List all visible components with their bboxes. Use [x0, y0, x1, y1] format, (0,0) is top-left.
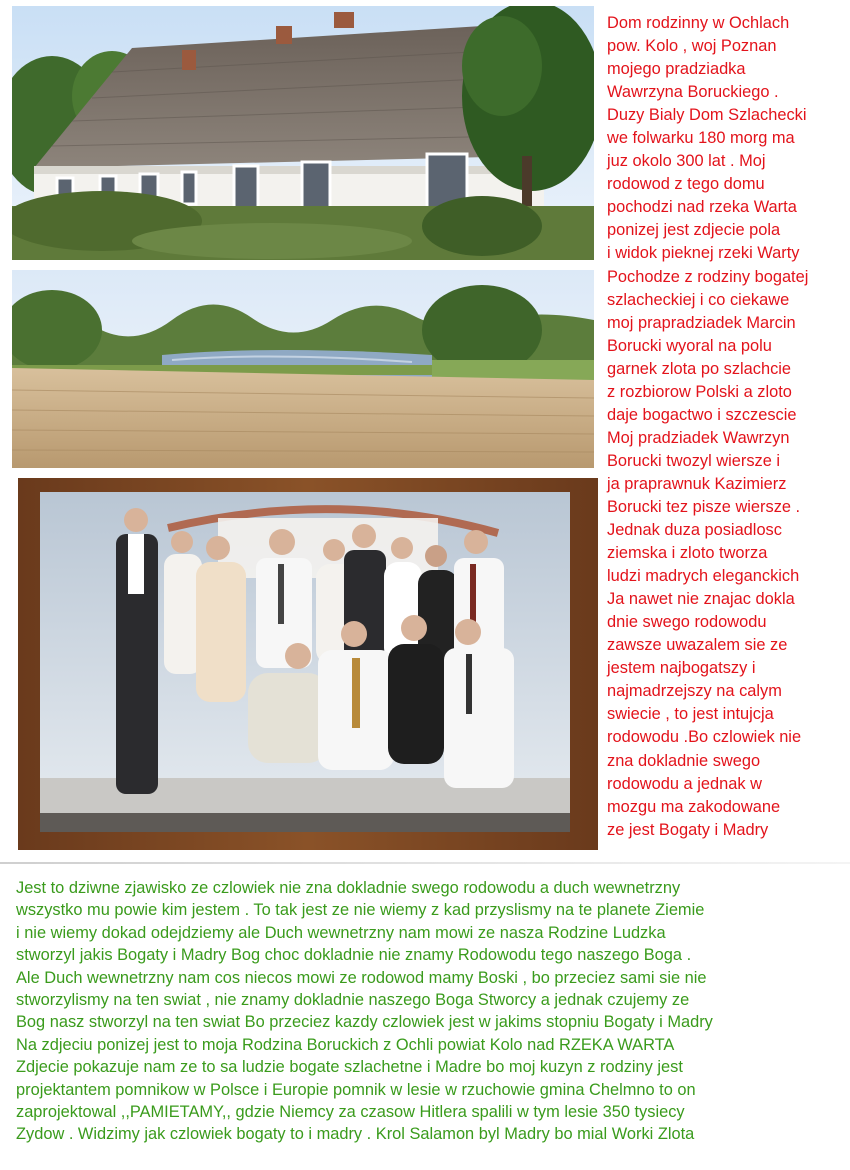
red-text-line: pow. Kolo , woj Poznan: [607, 37, 777, 56]
red-text-line: mojego pradziadka: [607, 60, 746, 79]
green-text-line: Jest to dziwne zjawisko ze czlowiek nie zna dokladnie swego rodowodu a duch wewnetrzny: [16, 879, 681, 897]
photo-river-warta: [12, 270, 594, 468]
green-text-line: Zydow . Widzimy jak czlowiek bogaty to i madry . Krol Salamon byl Madry bo mial Worki Zlota: [16, 1125, 695, 1144]
red-text-line: juz okolo 300 lat . Moj: [607, 152, 766, 171]
red-text-line: ziemska i zloto tworza: [607, 544, 768, 563]
red-text-line: Duzy Bialy Dom Szlachecki: [607, 106, 807, 125]
red-text-line: rodowodu a jednak w: [607, 774, 762, 793]
red-text-line: zawsze uwazalem sie ze: [607, 636, 788, 655]
red-text-line: Pochodze z rodziny bogatej: [607, 267, 809, 286]
green-text-line: Na zdjeciu ponizej jest to moja Rodzina Boruckich z Ochli powiat Kolo nad RZEKA WARTA: [16, 1035, 675, 1054]
green-text-line: Zdjecie pokazuje nam ze to sa ludzie bogate szlachetne i Madre bo moj kuzyn z rodziny jest: [16, 1058, 683, 1077]
red-text-line: daje bogactwo i szczescie: [607, 405, 797, 424]
red-text-line: z rozbiorow Polski a zloto: [607, 382, 792, 401]
green-text-block: [16, 877, 850, 1146]
red-text-line: pochodzi nad rzeka Warta: [607, 198, 797, 217]
red-text-line: moj prapradziadek Marcin: [607, 313, 796, 332]
red-text-line: Wawrzyna Boruckiego .: [607, 83, 779, 102]
red-text-line: ze jest Bogaty i Madry: [607, 820, 769, 839]
green-text-line: projektantem pomnikow w Polsce i Europie pomnik w lesie w rzuchowie gmina Chelmno to on: [16, 1080, 696, 1099]
red-text-line: Dom rodzinny w Ochlach: [607, 14, 790, 32]
red-text-line: najmadrzejszy na calym: [607, 682, 782, 701]
red-text-line: dnie swego rodowodu: [607, 613, 767, 632]
green-text-line: Bog nasz stworzyl na ten swiat Bo przeciez kazdy czlowiek jest w jakims stopniu Bogaty i Madry: [16, 1013, 713, 1032]
red-text-line: ludzi madrych eleganckich: [607, 567, 800, 586]
green-text-line: stworzylismy na ten swiat , nie znamy dokladnie naszego Boga Stworcy a jednak czujemy ze: [16, 991, 690, 1010]
red-text-line: Borucki wyoral na polu: [607, 336, 772, 355]
red-text-column: [607, 12, 850, 842]
red-text-line: jestem najbogatszy i: [607, 659, 756, 678]
red-text-line: swiecie , to jest intujcja: [607, 705, 774, 724]
red-text-line: mozgu ma zakodowane: [607, 797, 781, 816]
red-text-line: rodowod z tego domu: [607, 175, 765, 194]
green-text-line: wszystko mu powie kim jestem . To tak jest ze nie wiemy z kad przyslismy na te planete Ziemie: [16, 901, 705, 920]
green-text-line: Ale Duch wewnetrzny nam cos niecos mowi ze rodowod mamy Boski , bo przeciez sami sie nie: [16, 968, 707, 987]
red-text-line: ponizej jest zdjecie pola: [607, 221, 781, 240]
red-text-line: garnek zlota po szlachcie: [607, 359, 792, 378]
section-divider: [0, 862, 850, 864]
photo-family-house: [12, 6, 594, 260]
red-text-line: Jednak duza posiadlosc: [607, 521, 782, 540]
green-text-line: stworzyl jakis Bogaty i Madry Bog choc dokladnie nie znamy Rodowodu tego naszego Boga .: [16, 946, 692, 965]
red-text-line: Borucki tez pisze wiersze .: [607, 497, 801, 516]
red-text-line: i widok pieknej rzeki Warty: [607, 244, 800, 263]
red-text-line: Ja nawet nie znajac dokla: [607, 590, 795, 609]
red-text-line: we folwarku 180 morg ma: [607, 129, 795, 148]
red-text-line: rodowodu .Bo czlowiek nie: [607, 728, 802, 747]
photo-family-group: [18, 478, 598, 850]
red-text-line: Borucki twozyl wiersze i: [607, 451, 781, 470]
red-text-line: ja praprawnuk Kazimierz: [607, 474, 787, 493]
green-text-line: i nie wiemy dokad odejdziemy ale Duch wewnetrzny nam mowi ze nasza Rodzine Ludzka: [16, 923, 666, 942]
red-text-line: Moj pradziadek Wawrzyn: [607, 428, 790, 447]
red-text-line: zna dokladnie swego: [607, 751, 761, 770]
green-text-line: zaprojektowal ,,PAMIETAMY,, gdzie Niemcy za czasow Hitlera spalili w tym lesie 350 tysiecy: [16, 1103, 685, 1122]
red-text-line: szlacheckiej i co ciekawe: [607, 290, 790, 309]
